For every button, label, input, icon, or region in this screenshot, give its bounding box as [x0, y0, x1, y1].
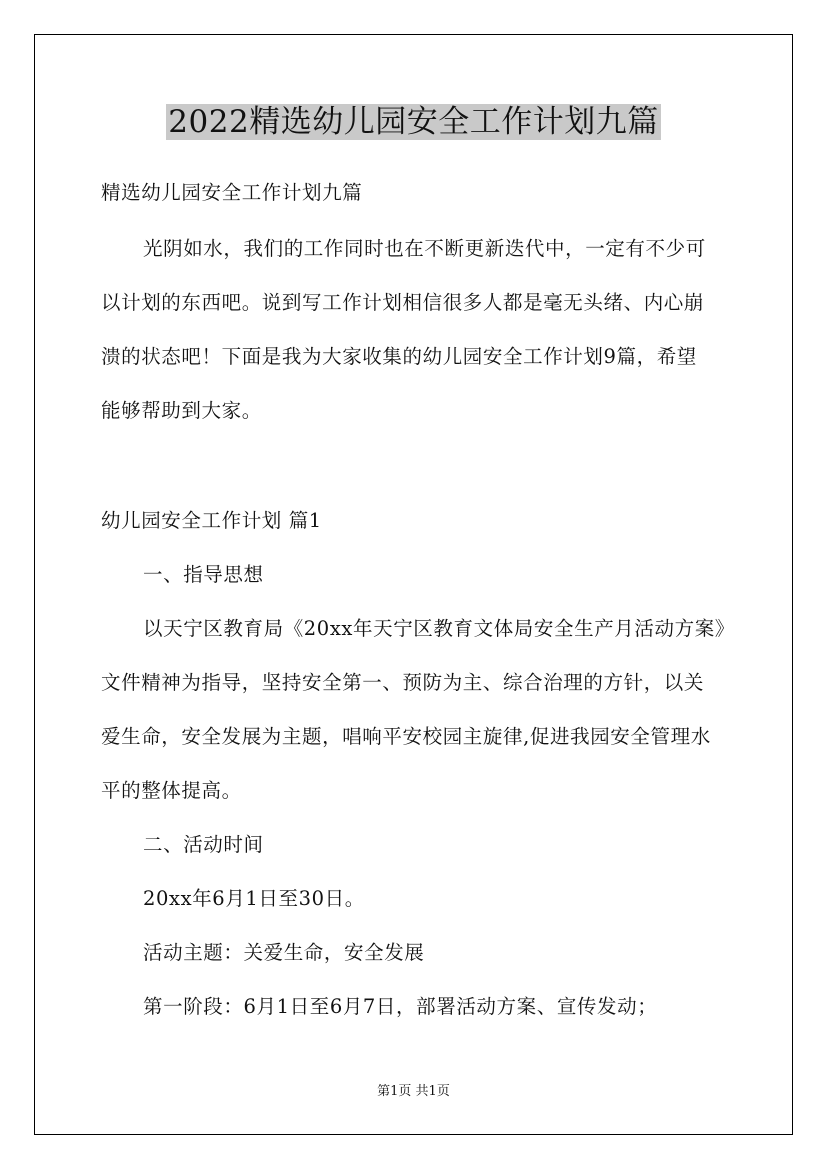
heading-guiding-ideology: 一、指导思想 [143, 563, 264, 586]
para-1-line-2: 文件精神为指导，坚持安全第一、预防为主、综合治理的方针，以关 [101, 671, 705, 694]
document-title: 2022精选幼儿园安全工作计划九篇 [168, 104, 659, 140]
intro-line-1: 光阴如水，我们的工作同时也在不断更新迭代中，一定有不少可 [143, 237, 706, 260]
date-line: 20xx年6月1日至30日。 [143, 887, 365, 910]
para-1-line-1: 以天宁区教育局《20xx年天宁区教育文体局安全生产月活动方案》 [143, 617, 735, 640]
section-title: 幼儿园安全工作计划 篇1 [101, 509, 322, 532]
page-footer: 第1页 共1页 [377, 1084, 450, 1099]
intro-line-4: 能够帮助到大家。 [101, 399, 262, 422]
theme-line: 活动主题：关爱生命，安全发展 [143, 941, 425, 964]
para-1-line-4: 平的整体提高。 [101, 779, 242, 802]
para-1-line-3: 爱生命，安全发展为主题，唱响平安校园主旋律,促进我园安全管理水 [101, 725, 711, 748]
document-subtitle: 精选幼儿园安全工作计划九篇 [101, 181, 363, 204]
heading-activity-time: 二、活动时间 [143, 833, 264, 856]
stage-line: 第一阶段：6月1日至6月7日，部署活动方案、宣传发动； [143, 995, 658, 1018]
intro-line-3: 溃的状态吧！下面是我为大家收集的幼儿园安全工作计划9篇，希望 [101, 345, 697, 368]
intro-line-2: 以计划的东西吧。说到写工作计划相信很多人都是毫无头绪、内心崩 [101, 291, 705, 314]
